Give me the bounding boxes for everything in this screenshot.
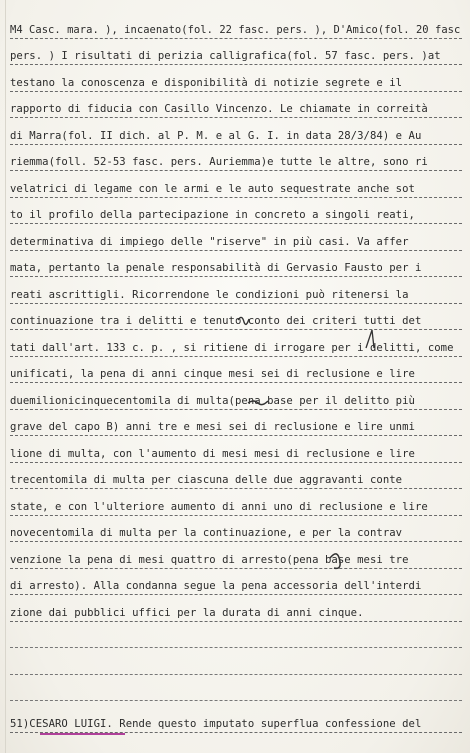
line-text: M4 Casc. mara. ), incaenato(fol. 22 fasc. pers. ), D'Amico(fol. 20 fasc (10, 23, 461, 36)
line-text: lione di multa, con l'aumento di mesi mesi di reclusione e lire (10, 447, 415, 460)
margin-mark-4 (248, 401, 268, 405)
line-text: tati dall'art. 133 c. p. , si ritiene di irrogare per i delitti, come (10, 341, 454, 354)
margin-mark-3 (330, 554, 340, 569)
line-text: zione dai pubblici uffici per la durata di anni cinque. (10, 606, 364, 619)
margin-mark-2 (366, 330, 374, 348)
line-text: 51)CESARO LUIGI. Rende questo imputato superflua confessione del (10, 717, 422, 730)
margin-mark-1 (238, 317, 249, 324)
line-text: di Marra(fol. II dich. al P. M. e al G. I. in data 28/3/84) e Au (10, 129, 422, 142)
line-text: trecentomila di multa per ciascuna delle due aggravanti conte (10, 474, 403, 486)
line-text: grave del capo B) anni tre e mesi sei di reclusione e lire unmi (10, 421, 415, 433)
line-text: testano la conoscenza e disponibilità di notizie segrete e il (10, 76, 403, 89)
line-text: unificati, la pena di anni cinque mesi sei di reclusione e lire (10, 368, 415, 380)
line-text: rapporto di fiducia con Casillo Vincenzo. Le chiamate in correità (10, 103, 428, 115)
line-text: state, e con l'ulteriore aumento di anni uno di reclusione e lire (10, 500, 428, 513)
line-text: mata, pertanto la penale responsabilità di Gervasio Fausto per i (10, 262, 422, 274)
line-text: pers. ) I risultati di perizia calligrafica(fol. 57 fasc. pers. )at (10, 50, 441, 62)
line-text: determinativa di impiego delle "riserve" in più casi. Va affer (10, 235, 409, 248)
line-text: velatrici di legame con le armi e le auto sequestrate anche sot (10, 182, 415, 195)
line-text: di arresto). Alla condanna segue la pena accessoria dell'interdi (10, 580, 422, 592)
line-text: continuazione tra i delitti e tenuto conto dei criteri tutti det (10, 315, 422, 327)
line-text: riemma(foll. 52-53 fasc. pers. Auriemma)e tutte le altre, sono ri (10, 156, 428, 168)
line-text: duemilionicinquecentomila di multa(pena base per il delitto più (10, 394, 415, 407)
line-text: novecentomila di multa per la continuazione, e per la contrav (10, 527, 403, 539)
line-text: venzione la pena di mesi quattro di arresto(pena base mesi tre (10, 553, 409, 566)
line-text: to il profilo della partecipazione in concreto a singoli reati, (10, 209, 415, 221)
line-text: reati ascrittigli. Ricorrendone le condizioni può ritenersi la (10, 288, 409, 301)
